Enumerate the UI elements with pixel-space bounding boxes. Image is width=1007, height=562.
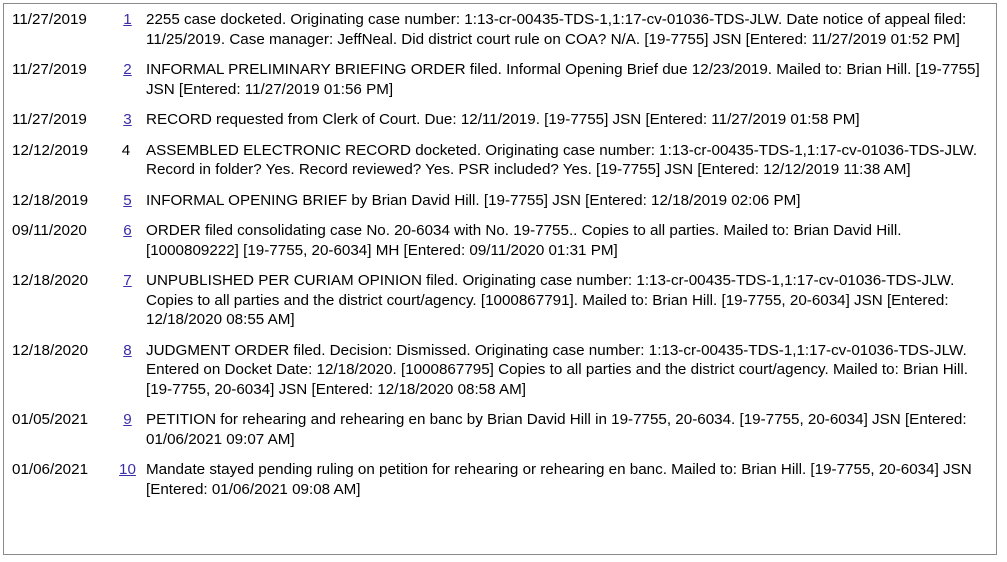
row-spacer <box>12 260 986 271</box>
docket-entry-row <box>12 460 986 499</box>
entry-number-cell <box>106 341 146 400</box>
entry-number-cell <box>106 191 146 211</box>
row-spacer <box>12 130 986 141</box>
docket-entry-row <box>12 410 986 449</box>
entry-number-cell <box>106 221 146 260</box>
entry-document-link[interactable]: 3 <box>123 111 132 128</box>
entry-number-cell <box>106 271 146 330</box>
row-spacer <box>12 210 986 221</box>
entry-date: 11/27/2019 <box>12 111 87 128</box>
entry-date: 09/11/2020 <box>12 222 87 239</box>
row-spacer <box>12 330 986 341</box>
entry-description: INFORMAL OPENING BRIEF by Brian David Hill. [19-7755] JSN [Entered: 12/18/2019 02:06 PM] <box>146 191 801 209</box>
entry-date: 12/18/2020 <box>12 341 89 359</box>
entry-document-link[interactable]: 7 <box>123 272 132 289</box>
entry-number-cell <box>106 460 146 499</box>
row-spacer <box>12 449 986 460</box>
entry-document-link[interactable]: 5 <box>123 191 132 209</box>
docket-entry-row <box>12 341 986 400</box>
entry-document-link[interactable]: 2 <box>123 61 132 78</box>
entry-date: 11/27/2019 <box>12 61 87 78</box>
entry-number-cell <box>106 141 146 180</box>
entry-number-cell <box>106 10 146 49</box>
entry-description: ASSEMBLED ELECTRONIC RECORD docketed. Originating case number: 1:13-cr-00435-TDS-1,1:17-cv-01036-TDS-JLW. Record in folder? Yes. Record reviewed? Yes. PSR included? Yes. [19-7755] JSN [Entered: 12/12/2019 11:38 AM] <box>146 141 978 178</box>
entry-date: 11/27/2019 <box>12 11 87 28</box>
docket-frame <box>3 3 997 555</box>
docket-entry-row <box>12 60 986 99</box>
entry-document-link[interactable]: 10 <box>119 461 136 478</box>
entry-date: 01/05/2021 <box>12 411 89 428</box>
row-spacer <box>12 49 986 60</box>
entry-description: 2255 case docketed. Originating case number: 1:13-cr-00435-TDS-1,1:17-cv-01036-TDS-JLW. Date notice of appeal filed: 11/25/2019. Case manager: JeffNeal. Did district court rule on COA? N/A. [19-7755] JSN [Entered: 11/27/2019 01:52 PM] <box>146 11 967 48</box>
entry-date: 12/18/2020 <box>12 272 89 289</box>
entry-document-link[interactable]: 9 <box>123 411 132 428</box>
docket-entry-row <box>12 221 986 260</box>
row-spacer <box>12 99 986 110</box>
entry-description: PETITION for rehearing and rehearing en banc by Brian David Hill in 19-7755, 20-6034. [19-7755, 20-6034] JSN [Entered: 01/06/2021 09:07 AM] <box>146 411 967 448</box>
entry-description: UNPUBLISHED PER CURIAM OPINION filed. Originating case number: 1:13-cr-00435-TDS-1,1:17-cv-01036-TDS-JLW. Copies to all parties and the district court/agency. [1000867791]. Mailed to: Brian Hill. [19-7755, 20-6034] JSN [Entered: 12/18/2020 08:55 AM] <box>146 272 955 328</box>
docket-entry-row <box>12 10 986 49</box>
docket-entry-row <box>12 271 986 330</box>
docket-entry-row <box>12 191 986 211</box>
entry-description: INFORMAL PRELIMINARY BRIEFING ORDER filed. Informal Opening Brief due 12/23/2019. Mailed to: Brian Hill. [19-7755] JSN [Entered: 11/27/2019 01:56 PM] <box>146 61 980 98</box>
entry-date: 01/06/2021 <box>12 461 89 478</box>
row-spacer <box>12 399 986 410</box>
entry-number-cell <box>106 60 146 99</box>
row-spacer <box>12 180 986 191</box>
entry-document-link[interactable]: 1 <box>123 11 132 28</box>
entry-description: ORDER filed consolidating case No. 20-6034 with No. 19-7755.. Copies to all parties. Mailed to: Brian David Hill. [1000809222] [19-7755, 20-6034] MH [Entered: 09/11/2020 01:31 PM] <box>146 222 902 259</box>
entry-description: Mandate stayed pending ruling on petition for rehearing or rehearing en banc. Mailed to: Brian Hill. [19-7755, 20-6034] JSN [Entered: 01/06/2021 09:08 AM] <box>146 461 972 498</box>
entry-number: 4 <box>121 141 131 159</box>
entry-document-link[interactable]: 8 <box>123 341 132 359</box>
entry-date: 12/12/2019 <box>12 141 89 159</box>
entry-number-cell <box>106 110 146 130</box>
docket-entry-row <box>12 110 986 130</box>
docket-entry-row <box>12 141 986 180</box>
entry-description: RECORD requested from Clerk of Court. Due: 12/11/2019. [19-7755] JSN [Entered: 11/27/2019 01:58 PM] <box>146 111 860 128</box>
entry-document-link[interactable]: 6 <box>123 222 132 239</box>
entry-date: 12/18/2019 <box>12 191 89 209</box>
docket-table <box>12 10 986 499</box>
entry-number-cell <box>106 410 146 449</box>
entry-description: JUDGMENT ORDER filed. Decision: Dismissed. Originating case number: 1:13-cr-00435-TDS-1,1:17-cv-01036-TDS-JLW. Entered on Docket Date: 12/18/2020. [1000867795] Copies to all parties and the district court/agency. Mailed to: Brian Hill. [19-7755, 20-6034] JSN [Entered: 12/18/2020 08:58 AM] <box>146 341 969 398</box>
